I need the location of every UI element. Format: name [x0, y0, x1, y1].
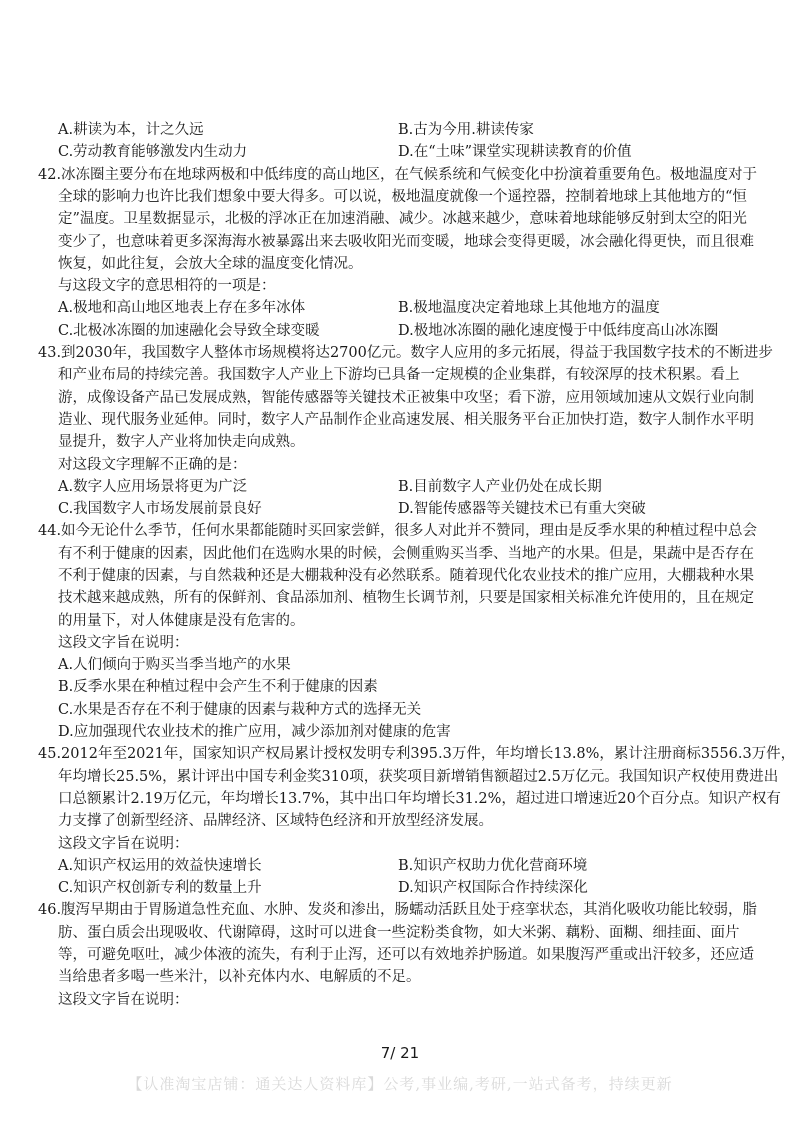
- q44-option-b: B.反季水果在种植过程中会产生不利于健康的因素: [58, 679, 378, 695]
- q44-text-line: 技术越来越成熟，所有的保鲜剂、食品添加剂、植物生长调节剂，只要是国家相关标准允许使用的，且在规定: [58, 590, 754, 606]
- q43-option-a: A.数字人应用场景将更为广泛: [58, 479, 248, 495]
- q43-text-line: 43.到2030年，我国数字人整体市场规模将达2700亿元。数字人应用的多元拓展，得益于我国数字技术的不断进步: [38, 345, 773, 361]
- q44-text-line: 的用量下，对人体健康是没有危害的。: [58, 613, 305, 629]
- q41-option-row: [58, 120, 778, 140]
- q45-question-stem: 这段文字旨在说明：: [58, 836, 189, 852]
- q44-option-c: C.水果是否存在不利于健康的因素与栽种方式的选择无关: [58, 702, 422, 718]
- q41-option-d: D.在“土味”课堂实现耕读教育的价值: [398, 144, 632, 160]
- q44-text-line: 44.如今无论什么季节，任何水果都能随时买回家尝鲜，很多人对此并不赞同，理由是反季水果的种植过程中总会: [38, 523, 758, 539]
- q45-option-d: D.知识产权国际合作持续深化: [398, 880, 588, 896]
- q41-option-row: [58, 142, 778, 162]
- q44-text-line: 有不利于健康的因素，因此他们在选购水果的时候，会侧重购买当季、当地产的水果。但是，果蔬中是否存在: [58, 546, 754, 562]
- q45-text-line: 口总额累计2.19万亿元，年均增长13.7%，其中出口年均增长31.2%，超过进口增速近20个百分点。知识产权有: [58, 791, 781, 807]
- q42-option-b: B.极地温度决定着地球上其他地方的温度: [398, 300, 660, 316]
- q43-text-line: 显提升，数字人产业将加快走向成熟。: [58, 434, 305, 450]
- q45-option-a: A.知识产权运用的效益快速增长: [58, 858, 262, 874]
- page-number: 7/ 21: [380, 1044, 420, 1062]
- q42-option-a: A.极地和高山地区地表上存在多年冰体: [58, 300, 306, 316]
- q46-text-line: 当给患者多喝一些米汁，以补充体内水、电解质的不足。: [58, 969, 421, 985]
- q44-text-line: 不利于健康的因素，与自然栽种还是大棚栽种没有必然联系。随着现代化农业技术的推广应用，大棚栽种水果: [58, 568, 754, 584]
- q46-text-line: 46.腹泻早期由于胃肠道急性充血、水肿、发炎和渗出，肠蠕动活跃且处于痉挛状态，其消化吸收功能比较弱，脂: [38, 902, 758, 918]
- q41-option-a: A.耕读为本，计之久远: [58, 122, 204, 138]
- q45-text-line: 年均增长25.5%，累计评出中国专利金奖310项，获奖项目新增销售额超过2.5万亿元。我国知识产权使用费进出: [58, 769, 779, 785]
- q46-text-line: 等，可避免呕吐，减少体液的流失，有利于止泻，还可以有效地养护肠道。如果腹泻严重或出汗较多，还应适: [58, 947, 754, 963]
- q46-question-stem: 这段文字旨在说明：: [58, 992, 189, 1008]
- q42-text-line: 定”温度。卫星数据显示，北极的浮冰正在加速消融、减少。冰越来越少，意味着地球能够反射到太空的阳光: [58, 211, 747, 227]
- q43-option-row: [58, 477, 778, 497]
- q42-question-stem: 与这段文字的意思相符的一项是：: [58, 278, 276, 294]
- q44-question-stem: 这段文字旨在说明：: [58, 635, 189, 651]
- q45-text-line: 45.2012年至2021年，国家知识产权局累计授权发明专利395.3万件，年均增长13.8%，累计注册商标3556.3万件，: [38, 746, 796, 762]
- q45-option-b: B.知识产权助力优化营商环境: [398, 858, 588, 874]
- q45-option-c: C.知识产权创新专利的数量上升: [58, 880, 262, 896]
- q42-option-d: D.极地冰冻圈的融化速度慢于中低纬度高山冰冻圈: [398, 323, 719, 339]
- q45-text-line: 力支撑了创新型经济、品牌经济、区域特色经济和开放型经济发展。: [58, 813, 493, 829]
- q43-text-line: 造业、现代服务业延伸。同时，数字人产品制作企业高速发展、相关服务平台正加快打造，数字人制作水平明: [58, 412, 754, 428]
- q45-option-row: [58, 856, 778, 876]
- q42-text-line: 变少了，也意味着更多深海海水被暴露出来去吸收阳光而变暖，地球会变得更暖，冰会融化得更快，而且很难: [58, 234, 754, 250]
- q45-option-row: [58, 878, 778, 898]
- q43-question-stem: 对这段文字理解不正确的是：: [58, 457, 247, 473]
- q44-option-a: A.人们倾向于购买当季当地产的水果: [58, 657, 291, 673]
- q42-option-row: [58, 298, 778, 318]
- q43-option-row: [58, 499, 778, 519]
- q43-text-line: 和产业布局的持续完善。我国数字人产业上下游均已具备一定规模的企业集群，有较深厚的技术积累。看上: [58, 367, 740, 383]
- q44-option-d: D.应加强现代农业技术的推广应用，减少添加剂对健康的危害: [58, 724, 451, 740]
- q41-option-b: B.古为今用.耕读传家: [398, 122, 534, 138]
- q42-text-line: 全球的影响力也许比我们想象中要大得多。可以说，极地温度就像一个遥控器，控制着地球上其他地方的“恒: [58, 189, 747, 205]
- q43-option-c: C.我国数字人市场发展前景良好: [58, 501, 262, 517]
- q42-text-line: 恢复，如此往复，会放大全球的温度变化情况。: [58, 256, 363, 272]
- q43-text-line: 游，成像设备产品已发展成熟，智能传感器等关键技术正被集中攻坚；看下游，应用领域加速从文娱行业向制: [58, 390, 754, 406]
- q41-option-c: C.劳动教育能够激发内生动力: [58, 144, 248, 160]
- q46-text-line: 肪、蛋白质会出现吸收、代谢障碍，这时可以进食一些淀粉类食物，如大米粥、藕粉、面糊、细挂面、面片: [58, 925, 740, 941]
- q42-text-line: 42.冰冻圈主要分布在地球两极和中低纬度的高山地区，在气候系统和气候变化中扮演着重要角色。极地温度对于: [38, 167, 758, 183]
- q42-option-row: [58, 321, 778, 341]
- q43-option-b: B.目前数字人产业仍处在成长期: [398, 479, 602, 495]
- q43-option-d: D.智能传感器等关键技术已有重大突破: [398, 501, 646, 517]
- q42-option-c: C.北极冰冻圈的加速融化会导致全球变暖: [58, 323, 320, 339]
- watermark-text: 【认准淘宝店铺：通关达人资料库】公考,事业编,考研,一站式备考，持续更新: [127, 1075, 673, 1093]
